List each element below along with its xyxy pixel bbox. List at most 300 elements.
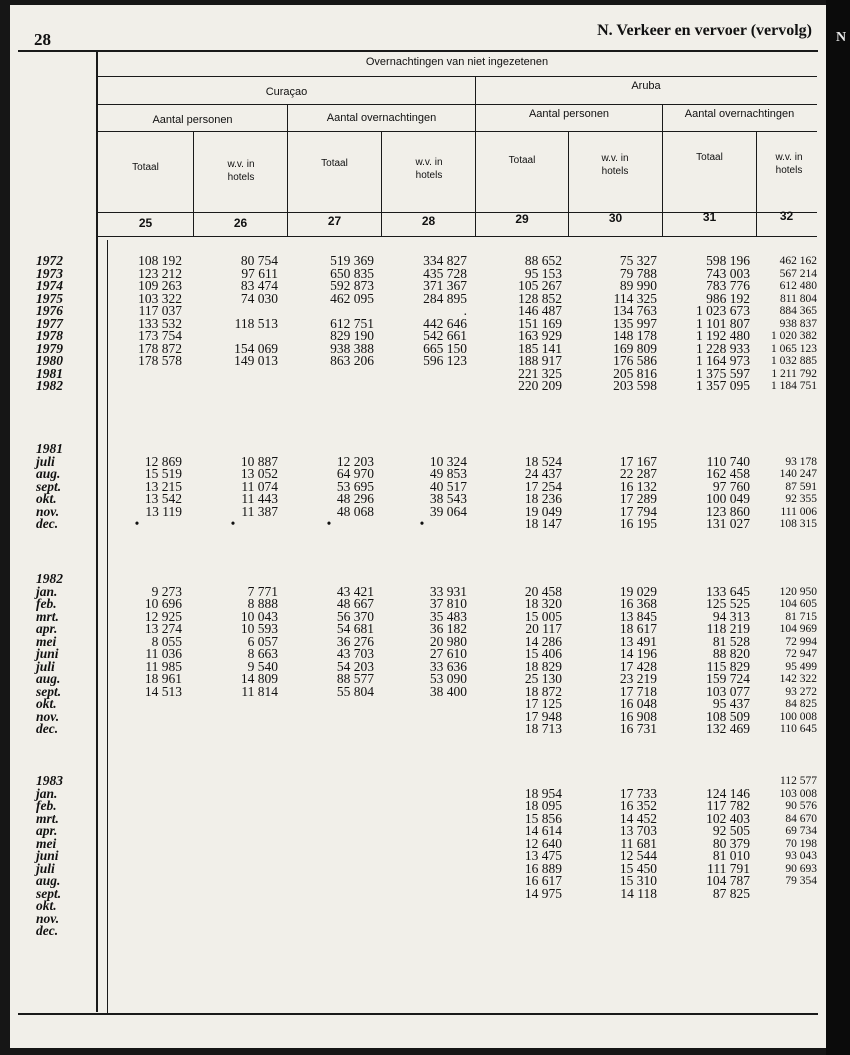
table-cell: 111 006 [780, 505, 817, 518]
row-label: dec. [36, 516, 59, 531]
table-cell: 14 196 [619, 646, 657, 661]
row-labels [36, 255, 63, 393]
table-cell [377, 775, 467, 788]
table-cell [188, 838, 278, 851]
table-cell: 17 948 [524, 708, 562, 724]
column-c25 [92, 443, 182, 531]
table-cell: • [230, 516, 236, 531]
table-cell: 114 325 [613, 290, 657, 306]
row-label: nov. [36, 503, 60, 519]
row-label: 1982 [36, 378, 63, 393]
table-cell [284, 825, 374, 838]
table-cell: 23 219 [619, 671, 657, 686]
col-number: 25 [138, 216, 153, 230]
table-cell: 1 023 673 [696, 303, 750, 318]
table-cell: 221 325 [518, 365, 562, 381]
table-cell: 146 487 [518, 303, 562, 318]
table-cell: 12 640 [524, 835, 562, 851]
table-cell: 95 153 [524, 265, 562, 281]
row-label: jan. [36, 583, 58, 599]
table-cell: 1 375 597 [696, 365, 750, 381]
table-cell: 148 178 [613, 328, 657, 343]
table-cell: . [463, 303, 467, 318]
table-cell [188, 900, 278, 913]
table-cell: 163 929 [518, 328, 562, 343]
table-cell [188, 711, 278, 724]
table-cell: 128 852 [518, 290, 562, 306]
table-cell: 1 164 973 [696, 353, 750, 368]
table-cell [92, 698, 182, 711]
table-cell: 17 794 [619, 503, 657, 519]
table-cell: 154 069 [234, 340, 278, 356]
row-label: 1983 [36, 773, 63, 788]
row-labels [36, 775, 63, 938]
table-cell: 83 474 [240, 278, 278, 293]
table-cell [284, 723, 374, 736]
table-cell: 54 203 [336, 658, 374, 674]
table-cell: 205 816 [613, 365, 657, 381]
table-cell [284, 850, 374, 863]
table-cell: 90 693 [785, 862, 817, 875]
column-c27 [284, 255, 374, 393]
row-label: mei [36, 835, 57, 851]
table-cell [377, 723, 467, 736]
table-cell: 592 873 [330, 278, 374, 293]
table-cell [188, 825, 278, 838]
column-c28 [377, 775, 467, 938]
table-cell [284, 380, 374, 393]
row-label: 1979 [36, 340, 63, 356]
table-cell: 87 825 [712, 885, 750, 901]
table-cell: 15 005 [524, 608, 562, 624]
row-label: aug. [36, 873, 61, 888]
table-cell: 14 614 [524, 823, 562, 838]
table-cell [92, 900, 182, 913]
row-label: nov. [36, 910, 60, 926]
column-c29 [472, 255, 562, 393]
header-hotels-30: w.v. in hotels [601, 153, 629, 177]
table-cell [377, 888, 467, 901]
col-number: 31 [702, 210, 717, 224]
table-cell: 110 645 [780, 723, 817, 735]
column-c29 [472, 443, 562, 531]
table-cell: 284 895 [423, 290, 467, 306]
table-cell: 112 577 [780, 775, 817, 787]
table-cell: 70 198 [785, 837, 817, 850]
table-cell: 36 276 [336, 633, 374, 649]
column-c26 [188, 775, 278, 938]
table-cell: 650 835 [330, 265, 374, 281]
table-cell: 9 540 [247, 658, 278, 674]
row-label: feb. [36, 798, 57, 813]
col-number: 28 [421, 214, 436, 228]
table-cell: 13 119 [145, 503, 182, 519]
table-cell: 435 728 [423, 265, 467, 281]
table-cell: 151 169 [518, 315, 562, 331]
table-cell: 16 368 [619, 596, 657, 611]
table-cell [377, 788, 467, 801]
table-cell [188, 875, 278, 888]
table-cell [92, 888, 182, 901]
row-label: sept. [36, 683, 62, 699]
row-label: 1980 [36, 353, 63, 368]
column-c32 [751, 255, 817, 393]
table-cell [284, 788, 374, 801]
table-cell: 598 196 [706, 253, 750, 268]
table-cell: 79 354 [785, 875, 817, 887]
table-cell: 35 483 [429, 608, 467, 624]
column-c25 [92, 775, 182, 938]
table-cell: 863 206 [330, 353, 374, 368]
table-cell: 103 008 [779, 787, 817, 800]
table-cell: 178 578 [138, 353, 182, 368]
table-cell: 117 037 [138, 303, 182, 318]
table-cell [377, 380, 467, 393]
table-cell [284, 800, 374, 813]
table-cell: 117 782 [706, 798, 750, 813]
row-label: juli [36, 860, 55, 876]
header-totaal-27: Totaal [321, 158, 348, 169]
column-c26 [188, 255, 278, 393]
table-cell: 13 052 [240, 466, 278, 481]
table-cell: 94 313 [712, 608, 750, 624]
table-cell: 1 192 480 [696, 328, 750, 343]
table-cell: 13 845 [619, 608, 657, 624]
table-cell [188, 368, 278, 381]
table-cell: 612 751 [330, 315, 374, 331]
row-label: mei [36, 633, 57, 649]
column-c29 [472, 775, 562, 938]
table-cell: 11 387 [241, 503, 278, 519]
table-cell: 84 670 [785, 812, 817, 825]
column-c25 [92, 573, 182, 736]
table-cell: 11 985 [145, 658, 182, 674]
column-c32 [751, 443, 817, 531]
column-c30 [567, 775, 657, 938]
table-cell: 90 576 [785, 800, 817, 812]
header-totaal-29: Totaal [508, 155, 536, 166]
table-cell: 938 837 [779, 317, 817, 330]
table-cell: 884 365 [779, 305, 817, 317]
table-cell: 103 077 [706, 683, 750, 699]
table-cell: 72 947 [785, 648, 817, 660]
table-cell [188, 775, 278, 788]
row-label: 1981 [36, 441, 63, 456]
table-cell: 15 310 [619, 873, 657, 888]
table-cell: 334 827 [423, 253, 467, 268]
table-cell [92, 913, 182, 926]
table-cell: 120 950 [779, 585, 817, 598]
table-cell [284, 913, 374, 926]
table-cell: 462 162 [779, 255, 817, 267]
column-c30 [567, 573, 657, 736]
table-cell [284, 925, 374, 938]
table-cell: 72 994 [785, 635, 817, 648]
table-cell: 105 267 [518, 278, 562, 293]
table-cell: 612 480 [779, 280, 817, 292]
table-cell: 20 980 [429, 633, 467, 649]
table-cell: 53 695 [336, 478, 374, 494]
table-cell: 519 369 [330, 253, 374, 268]
table-cell: 33 931 [429, 583, 467, 599]
page-number: 28 [34, 30, 51, 49]
col-number: 27 [327, 214, 342, 228]
table-cell: 133 645 [706, 583, 750, 599]
table-cell: 14 513 [144, 683, 182, 699]
table-cell [188, 863, 278, 876]
table-cell: 118 513 [234, 315, 278, 331]
table-cell: 149 013 [234, 353, 278, 368]
table-cell: 123 860 [706, 503, 750, 519]
row-labels [36, 443, 63, 531]
col-number: 29 [515, 212, 529, 226]
table-cell: 109 263 [138, 278, 182, 293]
header-aruba: Aruba [631, 80, 661, 92]
table-cell: 125 525 [706, 596, 750, 611]
table-cell: 48 667 [336, 596, 374, 611]
table-cell: 24 437 [524, 466, 562, 481]
table-cell [377, 925, 467, 938]
table-cell: 93 043 [785, 850, 817, 862]
table-cell: 69 734 [785, 825, 817, 837]
table-cell: 13 542 [144, 491, 182, 506]
table-cell: 8 888 [247, 596, 278, 611]
table-cell [92, 925, 182, 938]
table-cell: 10 324 [429, 453, 467, 469]
table-cell: 18 872 [524, 683, 562, 699]
table-cell: 169 809 [613, 340, 657, 356]
row-label: okt. [36, 898, 57, 913]
table-cell: 88 820 [712, 646, 750, 661]
table-cell [377, 711, 467, 724]
table-cell: 39 064 [429, 503, 467, 519]
table-cell [472, 913, 562, 926]
row-label: juni [36, 646, 59, 661]
table-cell: 11 681 [620, 835, 657, 851]
table-cell: 43 421 [336, 583, 374, 599]
table-cell: 93 178 [785, 455, 817, 468]
table-cell: 17 289 [619, 491, 657, 506]
table-cell: 18 524 [524, 453, 562, 469]
table-cell [92, 711, 182, 724]
table-cell: 542 661 [423, 328, 467, 343]
table-cell: 16 889 [524, 860, 562, 876]
table-cell [377, 813, 467, 826]
table-cell [188, 913, 278, 926]
table-cell [567, 900, 657, 913]
table-cell: 40 517 [429, 478, 467, 494]
table-cell [188, 813, 278, 826]
table-cell: 37 810 [429, 596, 467, 611]
table-cell: 1 357 095 [696, 378, 750, 393]
column-c26 [188, 443, 278, 531]
table-cell: 15 406 [524, 646, 562, 661]
table-cell: 104 605 [779, 598, 817, 610]
table-cell [188, 698, 278, 711]
table-cell [188, 888, 278, 901]
table-cell: 20 458 [524, 583, 562, 599]
column-c25 [92, 255, 182, 393]
table-cell: 14 286 [524, 633, 562, 649]
table-cell: 81 010 [712, 848, 750, 863]
table-cell [284, 838, 374, 851]
table-cell: 20 117 [525, 621, 562, 636]
table-cell [377, 913, 467, 926]
table-cell [92, 875, 182, 888]
table-cell: 462 095 [330, 290, 374, 306]
table-cell [472, 900, 562, 913]
table-cell: 1 032 885 [771, 355, 817, 367]
table-cell: 14 118 [620, 885, 657, 901]
table-cell [751, 573, 817, 586]
table-cell: 1 101 807 [696, 315, 750, 331]
row-label: 1973 [36, 265, 63, 281]
table-cell: 811 804 [780, 292, 817, 305]
rule-h1 [97, 76, 817, 77]
table-cell: 14 809 [240, 671, 278, 686]
table-cell: 19 049 [524, 503, 562, 519]
table-cell: 81 528 [712, 633, 750, 649]
table-cell: 12 544 [619, 848, 657, 863]
table-cell [284, 698, 374, 711]
table-cell: 104 969 [779, 623, 817, 635]
table-cell: 18 617 [619, 621, 657, 636]
table-cell [92, 838, 182, 851]
table-cell: 1 020 382 [771, 330, 817, 342]
header-hotels-28: w.v. in hotels [415, 157, 443, 181]
table-cell: 18 147 [524, 516, 562, 531]
table-cell: • [326, 516, 332, 531]
table-cell: 16 731 [619, 721, 657, 736]
column-c26 [188, 573, 278, 736]
table-cell: 185 141 [518, 340, 562, 356]
table-cell [377, 838, 467, 851]
column-c32 [751, 573, 817, 736]
col-number: 30 [608, 211, 623, 225]
rule-h5 [97, 236, 817, 237]
header-curacao-nights: Aantal overnachtingen [326, 112, 437, 124]
table-cell: 986 192 [706, 290, 750, 306]
row-label: okt. [36, 696, 57, 711]
table-cell: 92 505 [712, 823, 750, 838]
row-label: mrt. [36, 608, 59, 624]
table-cell [567, 925, 657, 938]
column-c31 [655, 443, 750, 531]
header-totaal-25: Totaal [132, 162, 159, 173]
table-cell: 92 355 [785, 493, 817, 505]
table-cell: 18 961 [144, 671, 182, 686]
table-cell: 111 791 [707, 860, 750, 876]
table-cell: 16 617 [524, 873, 562, 888]
table-cell: 140 247 [779, 468, 817, 480]
table-cell: 188 917 [518, 353, 562, 368]
table-cell: 7 771 [247, 583, 278, 599]
row-label: sept. [36, 885, 62, 901]
table-cell: 13 703 [619, 823, 657, 838]
table-cell [92, 775, 182, 788]
column-c31 [655, 573, 750, 736]
table-cell: 108 509 [706, 708, 750, 724]
table-cell [284, 711, 374, 724]
col-number: 32 [779, 209, 794, 223]
adjacent-page-edge: N [826, 0, 850, 1055]
row-label: 1978 [36, 328, 63, 343]
column-c29 [472, 573, 562, 736]
table-cell: 17 125 [524, 696, 562, 711]
table-cell: 18 320 [524, 596, 562, 611]
table-cell: 108 315 [779, 518, 817, 530]
table-cell: 19 029 [619, 583, 657, 599]
table-cell: 17 718 [619, 683, 657, 699]
table-cell: 159 724 [706, 671, 750, 686]
table-cell: 27 610 [429, 646, 467, 661]
table-cell: 80 754 [240, 253, 278, 268]
table-cell [472, 925, 562, 938]
row-label: 1976 [36, 303, 63, 318]
column-c27 [284, 443, 374, 531]
table-cell: 8 663 [247, 646, 278, 661]
table-cell: 18 095 [524, 798, 562, 813]
table-cell: 142 322 [779, 673, 817, 685]
table-cell: 10 043 [240, 608, 278, 624]
header-totaal-31: Totaal [696, 152, 723, 163]
column-c28 [377, 443, 467, 531]
table-cell: 665 150 [423, 340, 467, 356]
table-cell [188, 850, 278, 863]
table-cell: 95 437 [712, 696, 750, 711]
table-cell: 49 853 [429, 466, 467, 481]
table-cell [751, 900, 817, 913]
table-cell: 22 287 [619, 466, 657, 481]
table-cell: 17 428 [619, 658, 657, 674]
row-labels [36, 573, 63, 736]
table-cell: 88 652 [524, 253, 562, 268]
table-cell [92, 380, 182, 393]
table-cell: 132 469 [706, 721, 750, 736]
row-label: feb. [36, 596, 57, 611]
table-cell: 100 049 [706, 491, 750, 506]
table-cell: 18 236 [524, 491, 562, 506]
header-curacao-persons: Aantal personen [152, 114, 233, 126]
table-cell: 178 872 [138, 340, 182, 356]
table-cell: 829 190 [330, 328, 374, 343]
table-cell: 6 057 [247, 633, 278, 649]
table-cell: 173 754 [138, 328, 182, 343]
table-cell: 124 146 [706, 785, 750, 801]
table-cell [655, 913, 750, 926]
table-cell: 18 829 [524, 658, 562, 674]
table-cell [92, 368, 182, 381]
column-c28 [377, 573, 467, 736]
table-cell: 36 182 [429, 621, 467, 636]
table-cell [284, 368, 374, 381]
table-cell: 16 352 [619, 798, 657, 813]
table-cell [377, 800, 467, 813]
row-label: dec. [36, 923, 59, 938]
row-label: 1975 [36, 290, 63, 306]
table-cell: 55 804 [336, 683, 374, 699]
table-cell: 102 403 [706, 810, 750, 826]
table-cell [655, 900, 750, 913]
col-number: 26 [233, 216, 248, 230]
row-label: 1972 [36, 253, 63, 268]
table-cell: 11 443 [241, 491, 278, 506]
table-cell: 118 219 [706, 621, 750, 636]
row-label: apr. [36, 823, 58, 838]
row-label: jan. [36, 785, 58, 801]
table-cell [567, 913, 657, 926]
table-cell: 123 212 [138, 265, 182, 281]
